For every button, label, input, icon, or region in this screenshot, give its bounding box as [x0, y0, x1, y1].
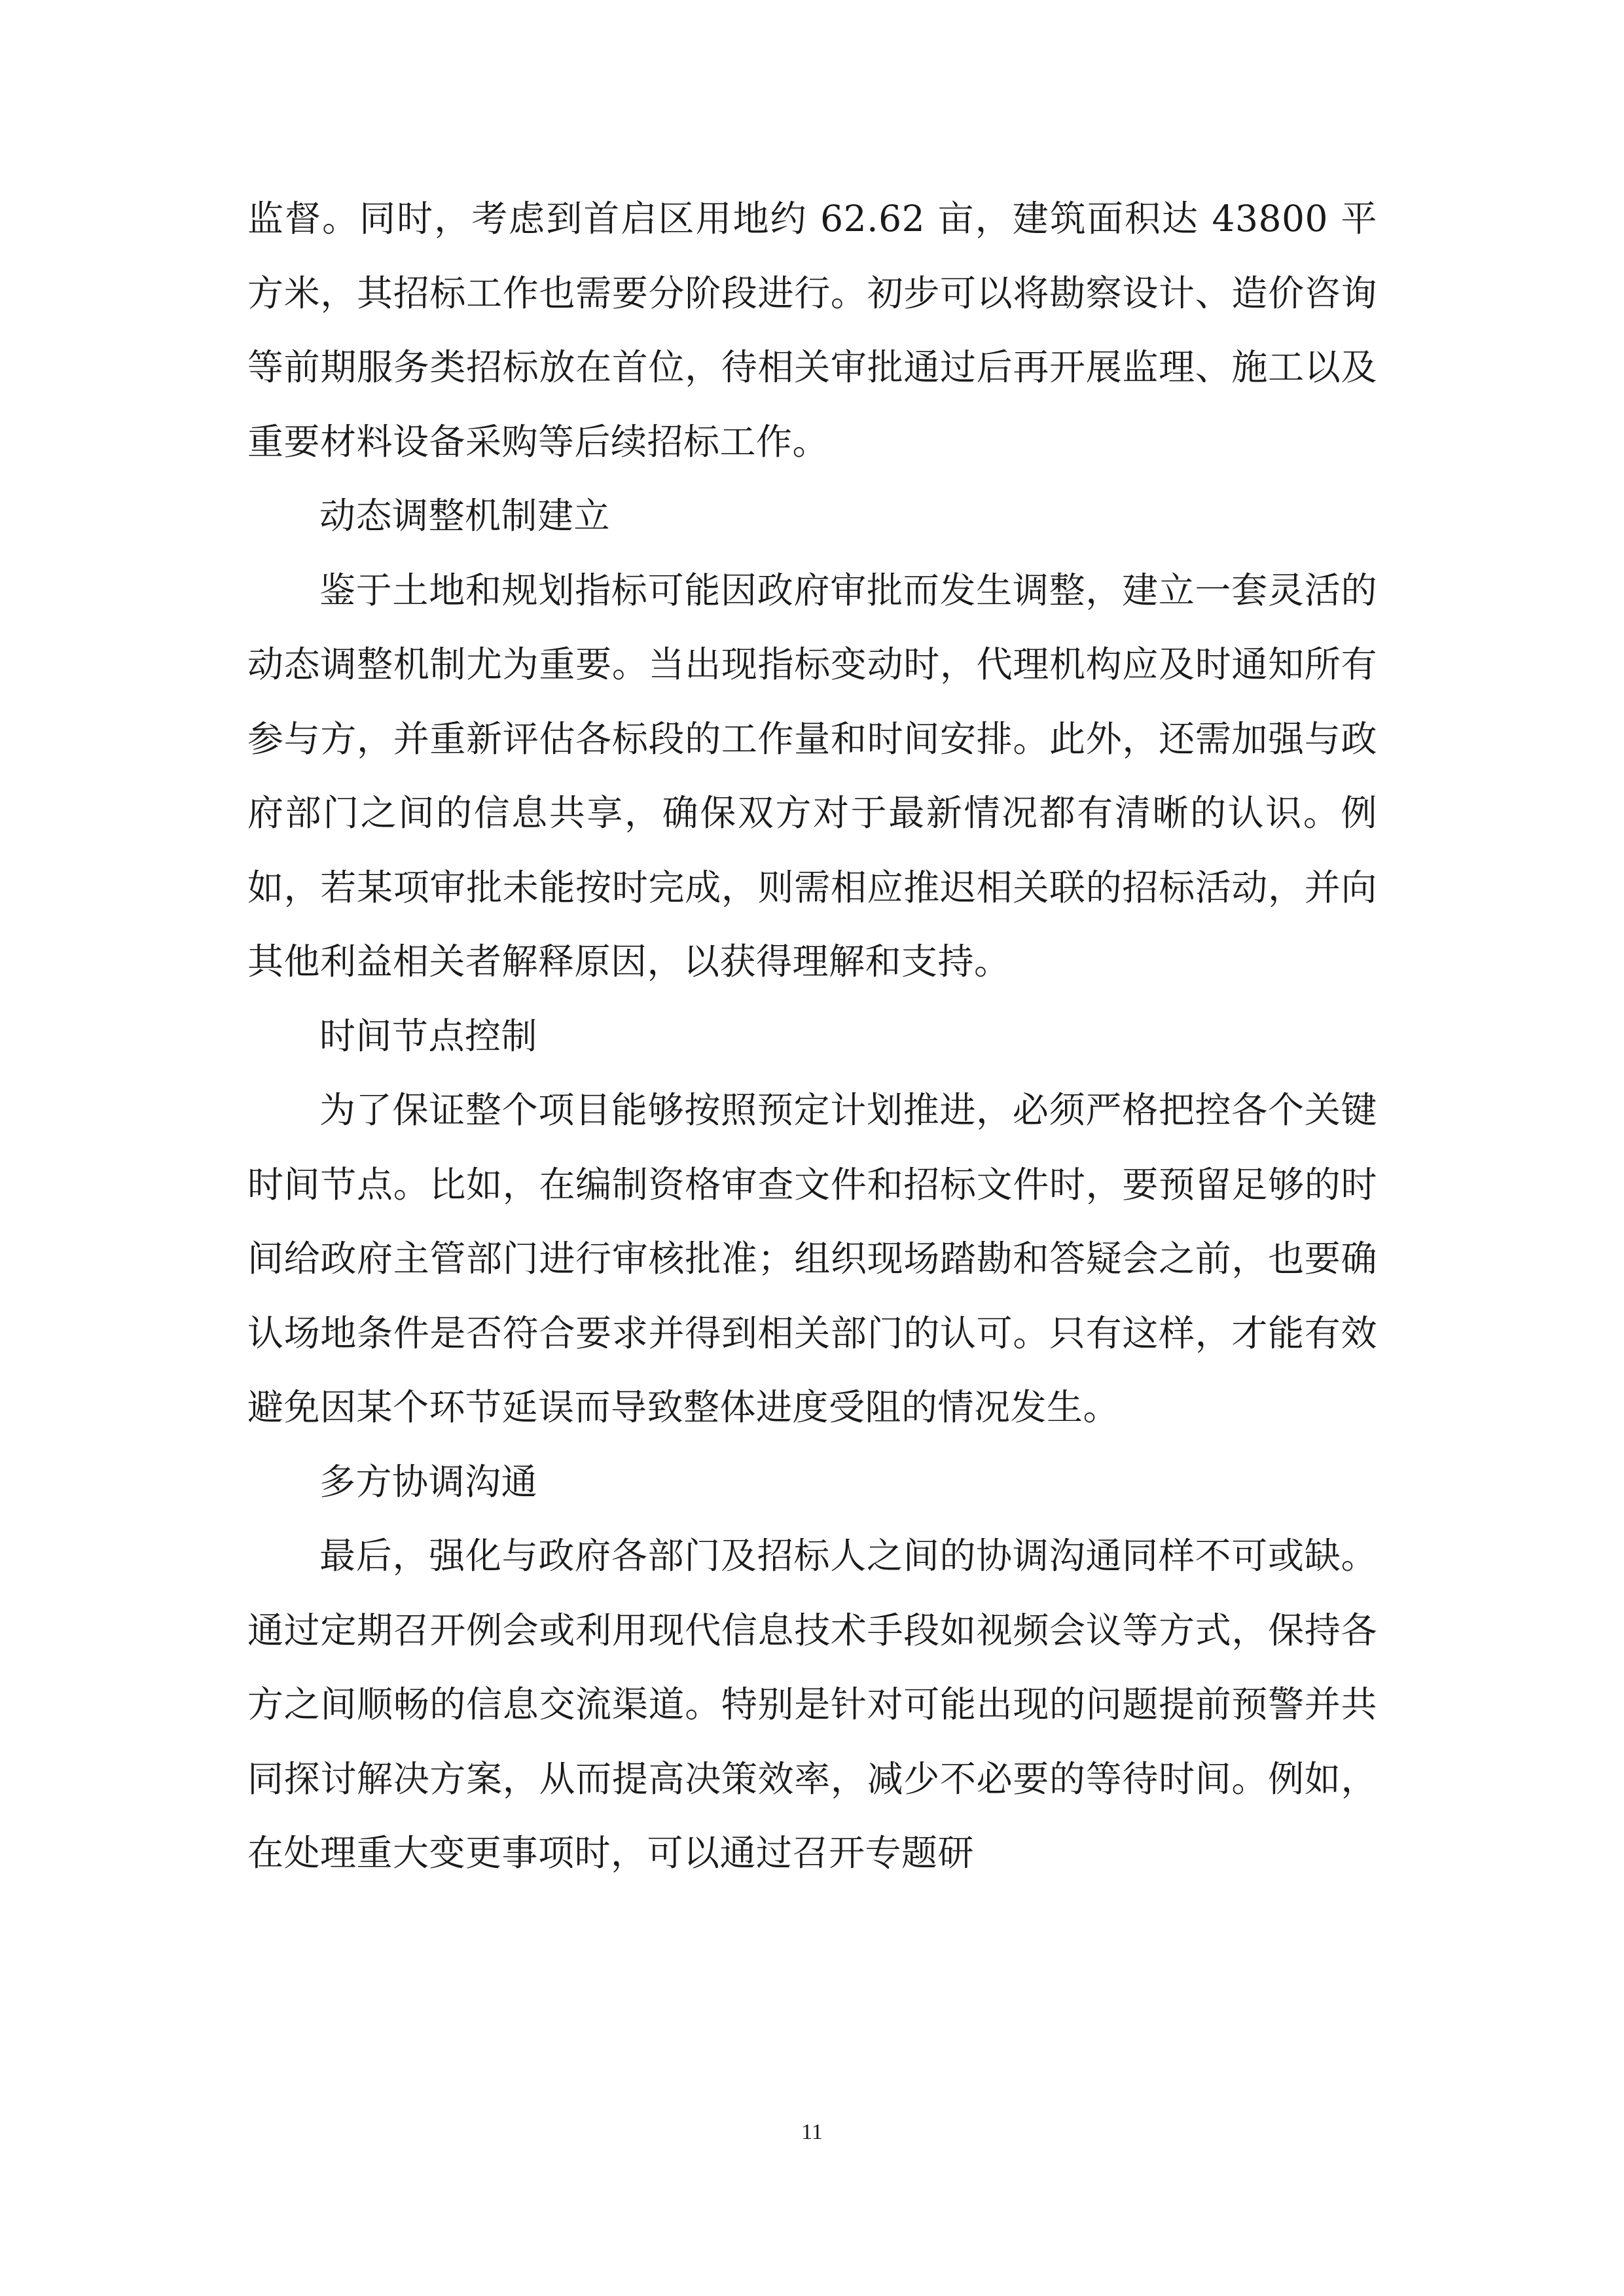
paragraph-dynamic-adjustment: 鉴于土地和规划指标可能因政府审批而发生调整，建立一套灵活的动态调整机制尤为重要。当出现指标变动时，代理机构应及时通知所有参与方，并重新评估各标段的工作量和时间安排。此外，还需加强与政府部门之间的信息共享，确保双方对于最新情况都有清晰的认识。例如，若某项审批未能按时完成，则需相应推迟相关联的招标活动，并向其他利益相关者解释原因，以获得理解和支持。 — [247, 569, 1377, 982]
section-heading-coordination: 多方协调沟通 — [319, 1460, 538, 1503]
page-number: 11 — [801, 2120, 823, 2144]
section-heading-dynamic-adjustment: 动态调整机制建立 — [319, 495, 611, 537]
body-text — [247, 182, 1377, 1891]
section-heading-time-control: 时间节点控制 — [319, 1014, 538, 1057]
paragraph-time-control: 为了保证整个项目能够按照预定计划推进，必须严格把控各个关键时间节点。比如，在编制资格审查文件和招标文件时，要预留足够的时间给政府主管部门进行审核批准；组织现场踏勘和答疑会之前，也要确认场地条件是否符合要求并得到相关部门的认可。只有这样，才能有效避免因某个环节延误而导致整体进度受阻的情况发生。 — [247, 1089, 1377, 1428]
paragraph-continuation: 监督。同时，考虑到首启区用地约 62.62 亩，建筑面积达 43800 平方米，其招标工作也需要分阶段进行。初步可以将勘察设计、造价咨询等前期服务类招标放在首位，待相关审批通过后再开展监理、施工以及重要材料设备采购等后续招标工作。 — [247, 198, 1377, 463]
paragraph-coordination: 最后，强化与政府各部门及招标人之间的协调沟通同样不可或缺。通过定期召开例会或利用现代信息技术手段如视频会议等方式，保持各方之间顺畅的信息交流渠道。特别是针对可能出现的问题提前预警并共同探讨解决方案，从而提高决策效率，减少不必要的等待时间。例如，在处理重大变更事项时，可以通过召开专题研 — [247, 1535, 1377, 1874]
